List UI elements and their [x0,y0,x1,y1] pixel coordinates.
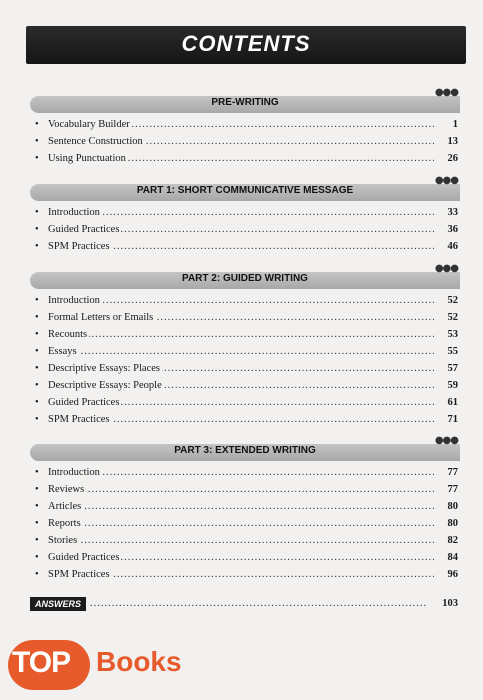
entry-page: 26 [447,153,458,164]
section-part-2 [30,263,460,430]
bullet-icon: • [35,119,39,130]
entry-page: 77 [447,484,458,495]
bullet-icon: • [35,295,39,306]
page-title: CONTENTS [181,31,311,56]
answers-entry [30,597,460,613]
entry-label: Vocabulary Builder [48,119,130,130]
entry-page: 36 [447,224,458,235]
entry-page: 77 [447,467,458,478]
entry-page: 52 [447,312,458,323]
entry-label: Stories [48,535,78,546]
section-header [30,263,460,289]
entry-page: 84 [447,552,458,563]
dots-icon: ●●● [434,435,458,446]
bullet-icon: • [35,501,39,512]
toc-entry [30,294,460,311]
section-title: PRE-WRITING [211,97,279,108]
entry-page: 53 [447,329,458,340]
entry-page: 55 [447,346,458,357]
entry-label: Descriptive Essays: Places [48,363,160,374]
answers-label: ANSWERS [30,597,86,611]
section-part-1 [30,175,460,257]
entry-label: Articles [48,501,82,512]
entry-label: Using Punctuation [48,153,126,164]
entry-label: Recounts [48,329,88,340]
entry-page: 61 [447,397,458,408]
entry-label: SPM Practices [48,569,110,580]
section-title: PART 2: GUIDED WRITING [182,273,308,284]
bullet-icon: • [35,224,39,235]
entry-label: Reports [48,518,81,529]
toc-entry [30,517,460,534]
section-pre-writing [30,87,460,169]
bullet-icon: • [35,329,39,340]
toc-entry [30,396,460,413]
toc-entry [30,483,460,500]
entry-page: 57 [447,363,458,374]
contents-banner [26,26,466,64]
entry-label: Essays [48,346,77,357]
entry-label: Introduction [48,467,100,478]
bullet-icon: • [35,569,39,580]
entry-page: 46 [447,241,458,252]
bullet-icon: • [35,153,39,164]
toc-entry [30,534,460,551]
dots-icon: ●●● [434,175,458,186]
entry-label: Introduction [48,295,100,306]
entry-page: 80 [447,501,458,512]
entry-label: SPM Practices [48,414,110,425]
bullet-icon: • [35,207,39,218]
entry-label: Guided Practices [48,224,120,235]
toc-entry [30,328,460,345]
bullet-icon: • [35,136,39,147]
entry-page: 59 [447,380,458,391]
bullet-icon: • [35,397,39,408]
answers-page: 103 [442,598,458,609]
logo-books-text: Books [96,646,182,677]
entry-label: Formal Letters or Emails [48,312,154,323]
section-header [30,435,460,461]
entry-page: 80 [447,518,458,529]
toc-entry [30,379,460,396]
entry-label: Guided Practices [48,397,120,408]
dots-icon: ●●● [434,263,458,274]
entry-page: 1 [452,119,458,130]
entry-label: SPM Practices [48,241,110,252]
toc-entry [30,345,460,362]
bullet-icon: • [35,414,39,425]
section-title: PART 3: EXTENDED WRITING [174,445,316,456]
bullet-icon: • [35,552,39,563]
toc-entry [30,206,460,223]
dot-leader [90,598,426,609]
toc-entry [30,362,460,379]
toc-entry [30,311,460,328]
toc-entry [30,466,460,483]
toc-entry [30,240,460,257]
section-part-3 [30,435,460,585]
section-header [30,87,460,113]
topbooks-logo [0,640,200,700]
bullet-icon: • [35,484,39,495]
entry-page: 71 [447,414,458,425]
entry-label: Descriptive Essays: People [48,380,162,391]
entry-label: Introduction [48,207,100,218]
toc-entry [30,413,460,430]
toc-entry [30,551,460,568]
dots-icon: ●●● [434,87,458,98]
bullet-icon: • [35,241,39,252]
section-title: PART 1: SHORT COMMUNICATIVE MESSAGE [136,185,354,196]
entry-label: Sentence Construction [48,136,143,147]
entry-label: Reviews [48,484,85,495]
logo-top-text: TOP [12,646,71,679]
entry-page: 33 [447,207,458,218]
bullet-icon: • [35,518,39,529]
entry-page: 82 [447,535,458,546]
bullet-icon: • [35,312,39,323]
entry-page: 13 [447,136,458,147]
section-header [30,175,460,201]
bullet-icon: • [35,346,39,357]
bullet-icon: • [35,467,39,478]
toc-entry [30,568,460,585]
entry-label: Guided Practices [48,552,120,563]
toc-entry [30,500,460,517]
toc-entry [30,152,460,169]
entry-page: 52 [447,295,458,306]
toc-entry [30,118,460,135]
bullet-icon: • [35,535,39,546]
toc-entry [30,135,460,152]
bullet-icon: • [35,380,39,391]
entry-page: 96 [447,569,458,580]
bullet-icon: • [35,363,39,374]
toc-entry [30,223,460,240]
